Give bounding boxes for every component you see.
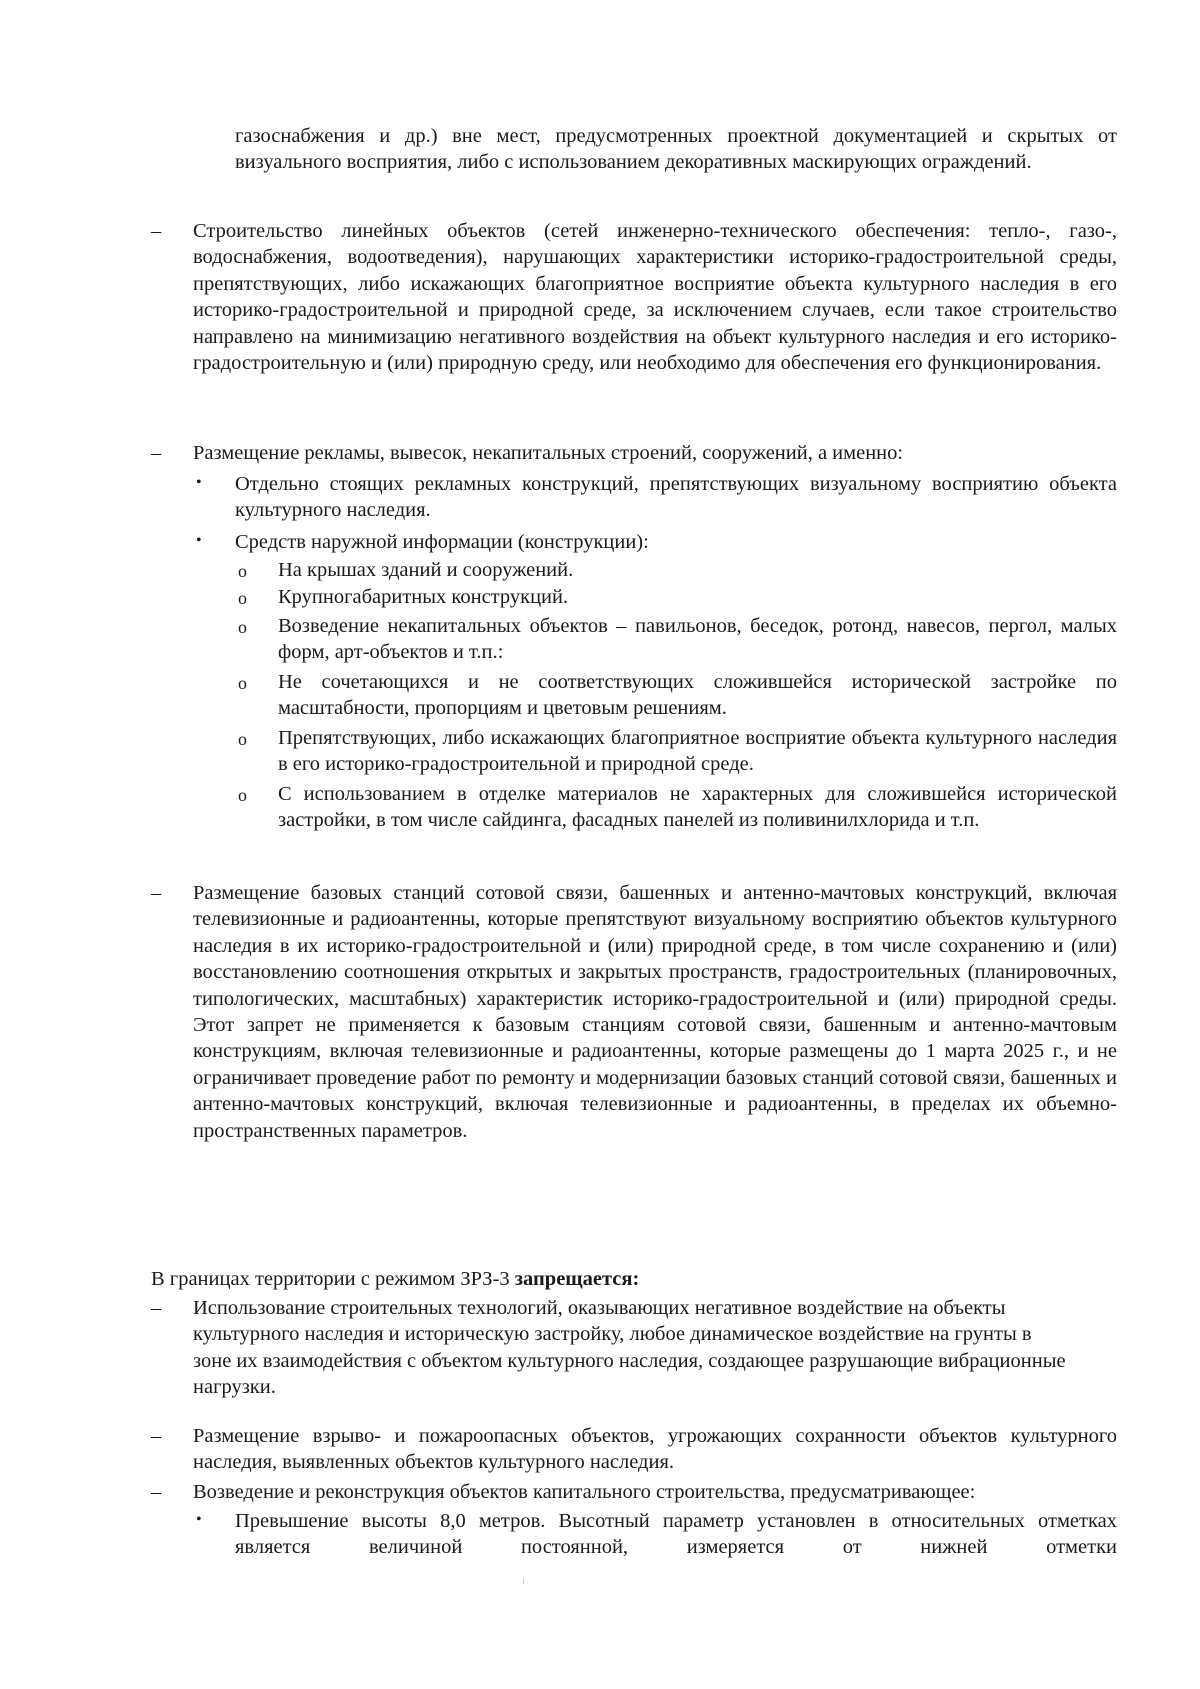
circle-item-large-structures: Крупногабаритных конструкций.: [278, 586, 569, 608]
scan-artifact: [523, 1578, 524, 1584]
circle-item-materials: С использованием в отделке материалов не характерных для сложившейся исторической застройки, в том числе сайдинга, фасадных панелей из поливинилхлорида и т.п.: [278, 783, 1117, 832]
list-item-capital-construction: Возведение и реконструкция объектов капитального строительства, предусматривающее:: [193, 1481, 976, 1503]
list-dash-marker: –: [151, 1481, 162, 1503]
bullet-marker: •: [196, 474, 202, 491]
list-item-linear-objects: Строительство линейных объектов (сетей инженерно-технического обеспечения: тепло-, газо-, водоснабжения, водоотведения), нарушающих характеристики историко-градостроительной среды, препятствующих, либо искажающих благоприятное восприятие объекта культурного наследия в его историко-градостроительной и природной среде, за исключением случаев, если такое строительство направлено на минимизацию негативного воздействия на объект культурного наследия и его историко-градостроительную и (или) природную среду, или необходимо для обеспечения его функционирования.: [193, 220, 1117, 375]
circle-item-incompatible: Не сочетающихся и не соответствующих сложившейся исторической застройке по масштабности, пропорциям и цветовым решениям.: [278, 671, 1117, 720]
list-dash-marker: –: [151, 1297, 162, 1319]
circle-marker: o: [238, 785, 247, 805]
heading-forbidden: запрещается:: [514, 1268, 640, 1290]
sub-item-ad-structures: Отдельно стоящих рекламных конструкций, препятствующих визуальному восприятию объекта культурного наследия.: [235, 473, 1117, 522]
list-dash-marker: –: [151, 882, 162, 904]
circle-item-roofs: На крышах зданий и сооружений.: [278, 559, 574, 581]
list-item-ads: Размещение рекламы, вывесок, некапитальных строений, сооружений, а именно:: [193, 442, 904, 464]
list-dash-marker: –: [151, 442, 162, 464]
section-heading-zrz3: [151, 1266, 1117, 1292]
heading-prefix: В границах территории с режимом ЗРЗ-3: [151, 1268, 515, 1290]
sub-item-height-limit: Превышение высоты 8,0 метров. Высотный параметр установлен в относительных отметках является величиной постоянной, измеряется от нижней отметки: [235, 1510, 1117, 1559]
circle-marker: o: [238, 561, 247, 581]
circle-marker: o: [238, 588, 247, 608]
bullet-marker: •: [196, 1511, 202, 1528]
list-dash-marker: –: [151, 1425, 162, 1447]
circle-marker: o: [238, 729, 247, 749]
sub-item-outdoor-info: Средств наружной информации (конструкции):: [235, 531, 649, 553]
list-item-explosive-objects: Размещение взрыво- и пожароопасных объектов, угрожающих сохранности объектов культурного наследия, выявленных объектов культурного наследия.: [193, 1425, 1117, 1474]
bullet-marker: •: [196, 532, 202, 549]
list-item-construction-tech: Использование строительных технологий, оказывающих негативное воздействие на объекты культурного наследия и историческую застройку, любое динамическое воздействие на грунты в зоне их взаимодействия с объектом культурного наследия, создающее разрушающие вибрационные нагрузки.: [193, 1297, 1066, 1399]
list-dash-marker: –: [151, 220, 162, 242]
list-item-cell-towers: Размещение базовых станций сотовой связи, башенных и антенно-мачтовых конструкций, включая телевизионные и радиоантенны, которые препятствуют визуальному восприятию объектов культурного наследия в их историко-градостроительной и (или) природной среде, в том числе сохранению и (или) восстановлению соотношения открытых и закрытых пространств, градостроительных (планировочных, типологических, масштабных) характеристик историко-градостроительной и (или) природной среды. Этот запрет не применяется к базовым станциям сотовой связи, башенным и антенно-мачтовым конструкциям, включая телевизионные и радиоантенны, которые размещены до 1 марта 2025 г., и не ограничивает проведение работ по ремонту и модернизации базовых станций сотовой связи, башенных и антенно-мачтовых конструкций, включая телевизионные и радиоантенны, в пределах их объемно-пространственных параметров.: [193, 882, 1117, 1142]
circle-item-obstructing: Препятствующих, либо искажающих благоприятное восприятие объекта культурного наследия в его историко-градостроительной и природной среде.: [278, 727, 1117, 776]
circle-marker: o: [238, 617, 247, 637]
paragraph-intro: газоснабжения и др.) вне мест, предусмотренных проектной документацией и скрытых от визуального восприятия, либо с использованием декоративных маскирующих ограждений.: [235, 125, 1117, 174]
circle-marker: o: [238, 673, 247, 693]
circle-item-pavilions: Возведение некапитальных объектов – павильонов, беседок, ротонд, навесов, пергол, малых форм, арт-объектов и т.п.:: [278, 615, 1117, 664]
